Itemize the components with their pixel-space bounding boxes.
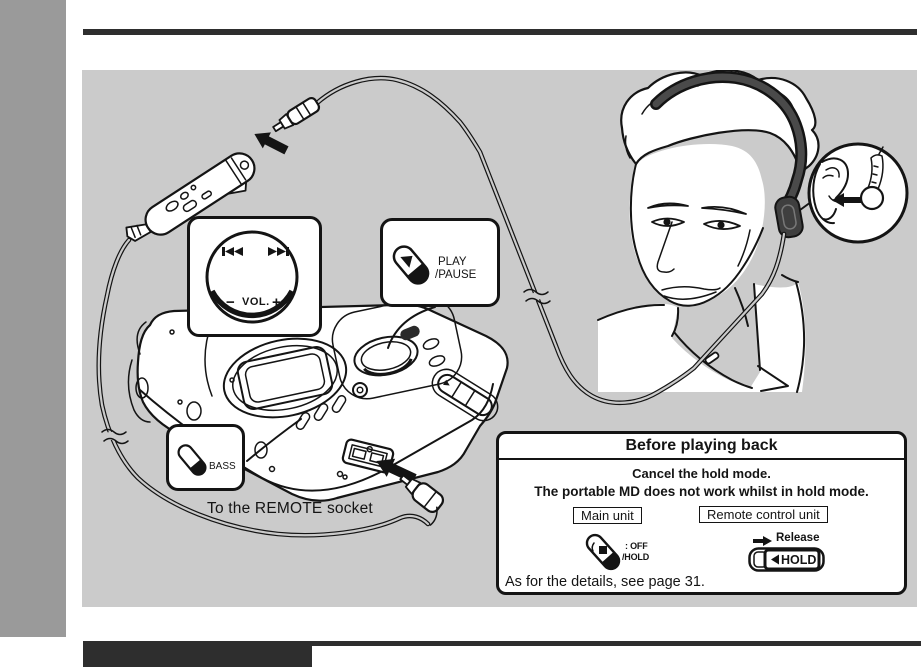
- hold-switch-icon: [583, 529, 627, 577]
- hold-button-label: HOLD: [781, 553, 817, 567]
- volume-plus: +: [272, 294, 281, 311]
- volume-label: VOL.: [242, 296, 270, 308]
- earpiece-icon: [774, 195, 805, 239]
- play-pause-button-icon: [390, 242, 432, 287]
- play-label: PLAY: [438, 256, 467, 268]
- pause-label: /PAUSE: [435, 269, 477, 281]
- callout-bass: [166, 424, 245, 491]
- info-title-divider: [499, 458, 904, 460]
- bass-label: BASS: [209, 461, 236, 472]
- remote-control-unit-label: Remote control unit: [699, 506, 828, 523]
- info-title: Before playing back: [625, 437, 778, 454]
- section-footer-block: [83, 643, 312, 667]
- insert-arrow-icon: [250, 126, 290, 158]
- hold-switch-off-label: : OFF: [625, 541, 648, 551]
- release-label: Release: [776, 532, 820, 544]
- before-playing-back-box: [496, 431, 907, 595]
- info-line-1: Cancel the hold mode.: [632, 466, 771, 481]
- remote-socket-note: To the REMOTE socket: [207, 500, 373, 517]
- main-unit-label: Main unit: [573, 507, 642, 524]
- volume-minus: −: [226, 294, 235, 311]
- page-edge-bar: [0, 0, 66, 637]
- info-line-2: The portable MD does not work whilst in hold mode.: [534, 484, 869, 499]
- top-rule: [83, 29, 917, 35]
- hold-slider-icon: [748, 547, 826, 573]
- hold-switch-hold-label: /HOLD: [622, 552, 649, 562]
- illustration-panel: [82, 70, 917, 607]
- headphone-plug: [270, 96, 320, 135]
- callout-volume: [187, 216, 322, 337]
- callout-play-pause: [380, 218, 500, 307]
- right-arrow-icon: [753, 535, 773, 547]
- info-footer: As for the details, see page 31.: [505, 574, 705, 590]
- bass-button-icon: [176, 442, 209, 477]
